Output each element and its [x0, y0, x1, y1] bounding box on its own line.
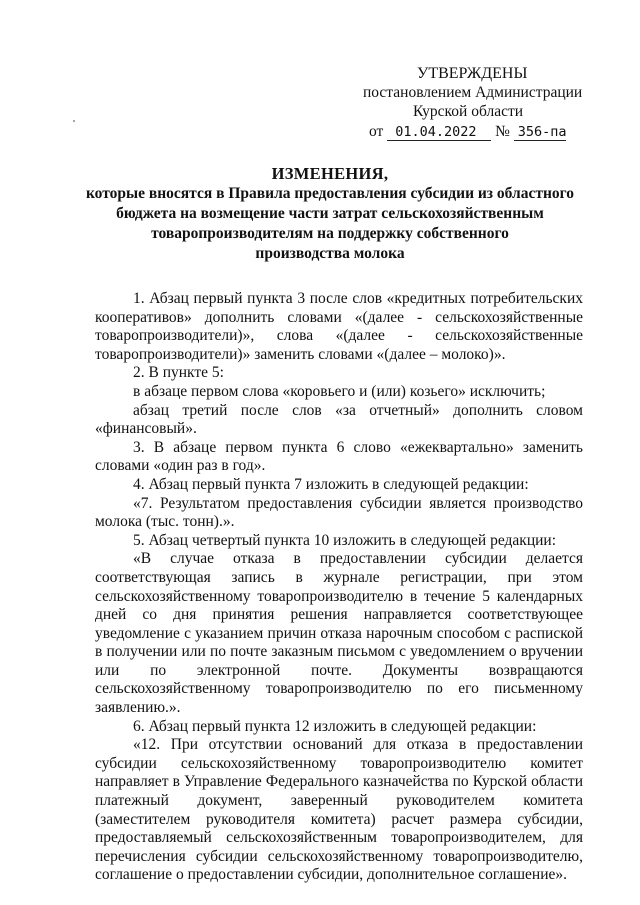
paragraph-item-5-text: «В случае отказа в предоставлении субсидии делается соответствующая запись в журнале регистрации, при этом сельскохозяйственному товаропроизводителю в течение 5 календарных дней со дня принятия решения направляется соответствующее уведомление с указанием причин отказа нарочным способом с распиской в получении или по почте заказным письмом с уведомлением о вручении или по электронной почте. Документы возвращаются сельскохозяйственному товаропроизводителю по его письменному заявлению.».	[95, 550, 583, 717]
paragraph-item-2-a: в абзаце первом слова «коровьего и (или) козьего» исключить;	[133, 382, 546, 400]
approval-date: 01.04.2022	[387, 125, 491, 141]
paragraph-item-2: 2. В пункте 5:	[133, 364, 224, 382]
paragraph-item-5: 5. Абзац четвертый пункта 10 изложить в следующей редакции:	[133, 531, 557, 549]
approval-resolution: постановлением Администрации	[363, 84, 583, 101]
heading-line: которые вносятся в Правила предоставления субсидии из областного	[85, 185, 575, 202]
paragraph-item-2-b: абзац третий после слов «за отчетный» дополнить словом «финансовый».	[95, 401, 583, 438]
document-heading	[60, 164, 600, 264]
paragraph-item-1: 1. Абзац первый пункта 3 после слов «кредитных потребительских кооперативов» дополнить словами «(далее - сельскохозяйственные товаропроизводители)», слова «(далее - сельскохозяйственные товаропроизводители)» заменить словами «(далее – молоко)».	[95, 290, 583, 363]
approval-number: 356-па	[514, 125, 566, 141]
approval-title: УТВЕРЖДЕНЫ	[417, 65, 528, 82]
document-body	[95, 290, 583, 885]
paragraph-item-4-text: «7. Результатом предоставления субсидии является производство молока (тыс. тонн).».	[95, 494, 583, 531]
paragraph-item-3: 3. В абзаце первом пункта 6 слово «ежеквартально» заменить словами «один раз в год».	[95, 438, 583, 475]
approval-stamp-block	[355, 64, 605, 141]
heading-line: бюджета на возмещение части затрат сельскохозяйственным	[116, 205, 544, 222]
heading-title: ИЗМЕНЕНИЯ,	[271, 164, 389, 183]
heading-line: производства молока	[255, 245, 405, 262]
paragraph-item-6: 6. Абзац первый пункта 12 изложить в следующей редакции:	[133, 717, 537, 735]
date-prefix: от	[369, 123, 384, 140]
number-prefix: №	[495, 123, 510, 140]
heading-line: товаропроизводителям на поддержку собственного	[151, 225, 509, 242]
approval-region: Курской области	[413, 103, 524, 120]
paragraph-item-6-text: «12. При отсутствии оснований для отказа в предоставлении субсидии сельскохозяйственному товаропроизводителю комитет направляет в Управление Федерального казначейства по Курской области платежный документ, заверенный руководителем комитета (заместителем руководителя комитета) расчет размера субсидии, предоставляемый сельскохозяйственным товаропроизводителем, для перечисления субсидии сельскохозяйственному товаропроизводителю, соглашение о предоставлении субсидии, дополнительное соглашение».	[95, 736, 583, 884]
approval-date-row	[355, 122, 605, 141]
paragraph-item-4: 4. Абзац первый пункта 7 изложить в следующей редакции:	[133, 475, 529, 493]
scan-speck	[73, 120, 75, 122]
